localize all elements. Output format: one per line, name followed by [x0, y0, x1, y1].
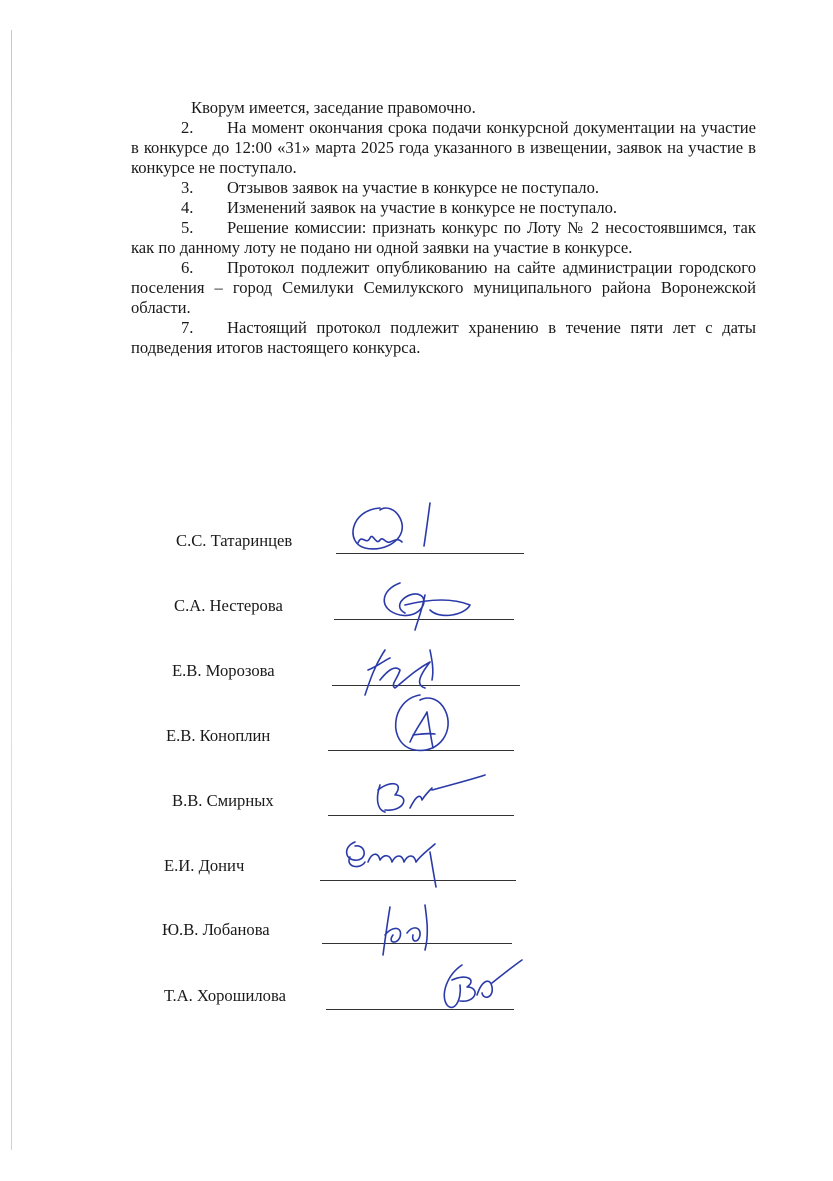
signature-mark	[432, 955, 532, 1015]
signatory-name: Е.В. Морозова	[172, 661, 275, 680]
paragraph-text: Кворум имеется, заседание правомочно.	[191, 98, 476, 117]
paragraph-2	[131, 118, 756, 178]
paragraph-3	[131, 178, 756, 198]
signature-mark	[370, 770, 490, 820]
paragraph-number: 4.	[181, 198, 194, 217]
paragraph-text: Настоящий протокол подлежит хранению в течение пяти лет с даты подведения итогов настоящего конкурса.	[131, 318, 756, 357]
paragraph-number: 5.	[181, 218, 194, 237]
signatory-name: С.С. Татаринцев	[176, 531, 293, 550]
paragraph-text: Протокол подлежит опубликованию на сайте администрации городского поселения – город Семилуки Семилукского муниципального района Воронежской области.	[131, 258, 756, 317]
signature-mark	[340, 498, 450, 558]
signatory-name: В.В. Смирных	[172, 791, 274, 810]
signatory-name: Е.В. Коноплин	[166, 726, 271, 745]
paragraph-text: На момент окончания срока подачи конкурсной документации на участие в конкурсе до 12:00 «31» марта 2025 года указанного в извещении, заявок на участие в конкурсе не поступало.	[131, 118, 756, 177]
signature-mark	[340, 832, 450, 892]
paragraph-4	[131, 198, 756, 218]
paragraph-text: Решение комиссии: признать конкурс по Лоту № 2 несостоявшимся, так как по данному лоту не подано ни одной заявки на участие в конкурсе.	[131, 218, 756, 257]
paragraph-text: Изменений заявок на участие в конкурсе не поступало.	[227, 198, 618, 217]
signatory-name: Е.И. Донич	[164, 856, 245, 875]
paragraph-number: 3.	[181, 178, 194, 197]
paragraph-quorum	[131, 98, 756, 118]
signature-mark	[370, 575, 480, 635]
signature-mark	[385, 690, 465, 760]
paragraph-number: 2.	[181, 118, 194, 137]
protocol-text	[131, 98, 756, 358]
scan-edge	[11, 30, 12, 1150]
signatory-name: Т.А. Хорошилова	[164, 986, 286, 1005]
signatory-name: Ю.В. Лобанова	[162, 920, 270, 939]
paragraph-number: 6.	[181, 258, 194, 277]
paragraph-5	[131, 218, 756, 258]
paragraph-6	[131, 258, 756, 318]
signatory-name: С.А. Нестерова	[174, 596, 283, 615]
paragraph-7	[131, 318, 756, 358]
paragraph-number: 7.	[181, 318, 194, 337]
paragraph-text: Отзывов заявок на участие в конкурсе не поступало.	[227, 178, 600, 197]
